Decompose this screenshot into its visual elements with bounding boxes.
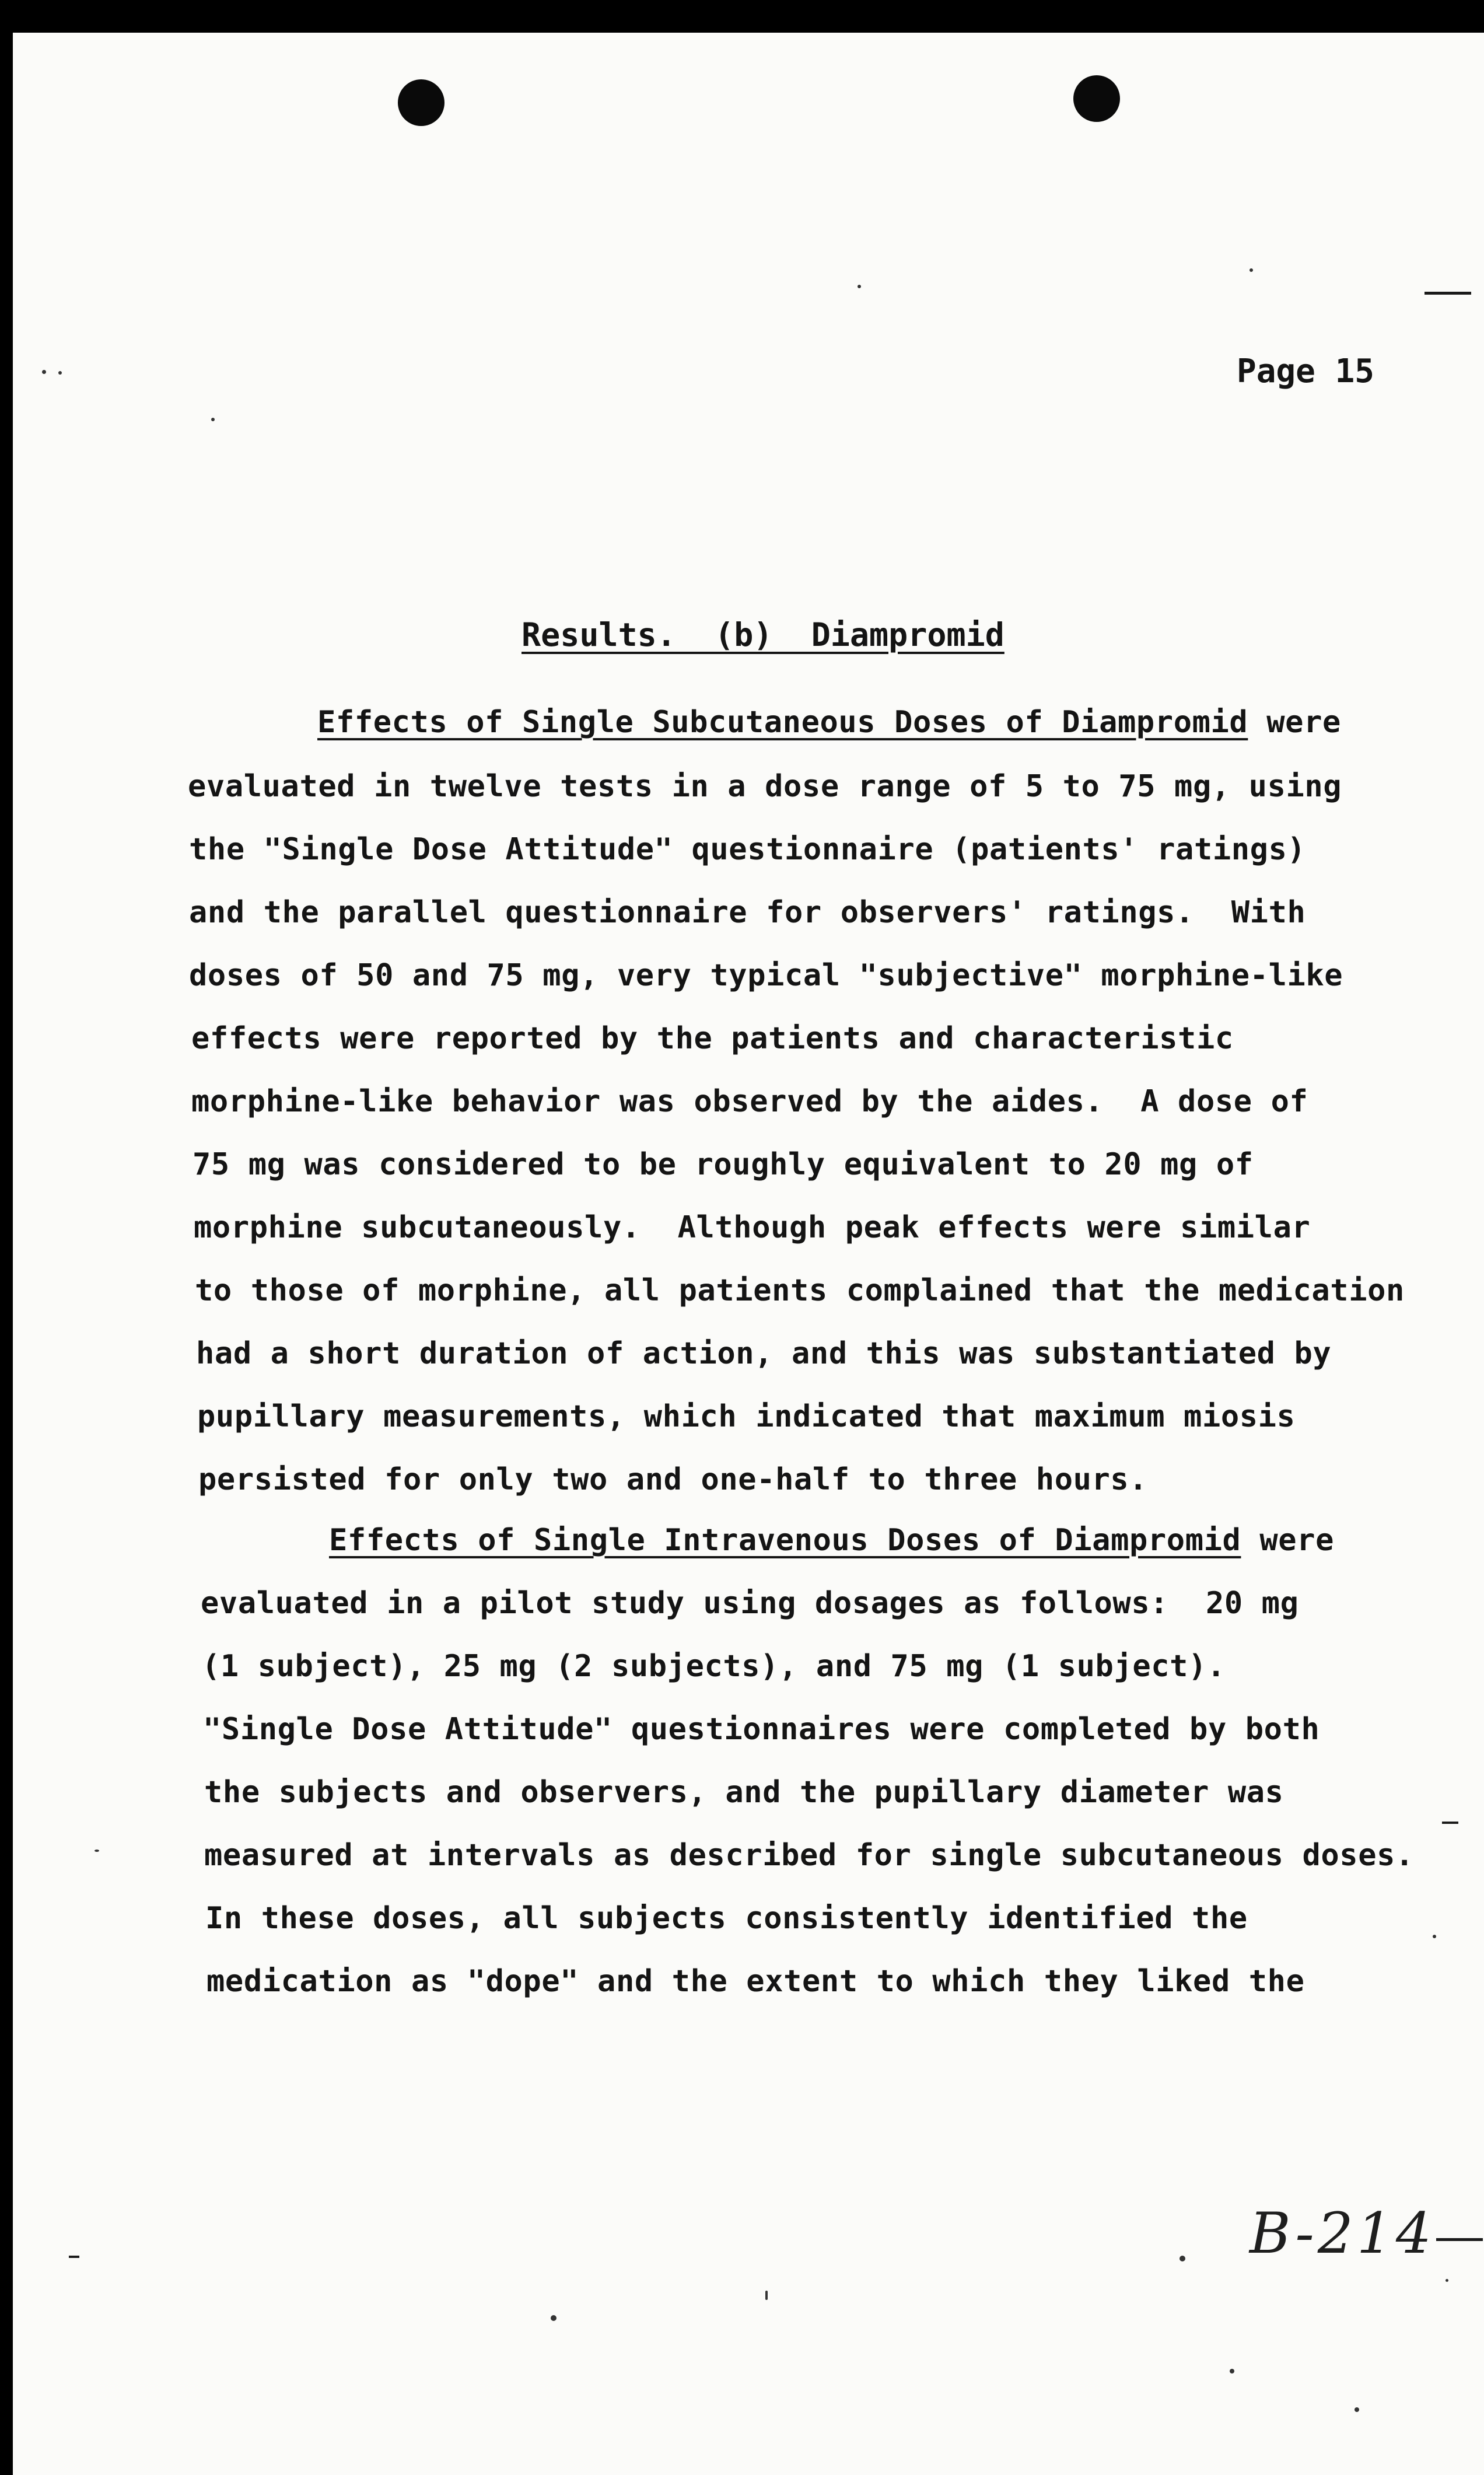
paragraph-1-subheading: Effects of Single Subcutaneous Doses of Diampromid: [317, 705, 1248, 740]
scan-speck: [765, 2291, 768, 2300]
punch-hole: [398, 79, 444, 126]
scan-speck: [1250, 268, 1253, 272]
punch-hole: [1073, 75, 1120, 122]
scan-speck: [1180, 2256, 1185, 2261]
paragraph-1-line: pupillary measurements, which indicated that maximum miosis: [197, 1399, 1296, 1434]
paragraph-1-line: morphine subcutaneously. Although peak effects were similar: [194, 1210, 1311, 1245]
scan-mark: [1436, 2238, 1483, 2241]
scan-mark: [1424, 292, 1471, 295]
paragraph-2-lead-text: were: [1241, 1523, 1334, 1558]
scan-speck: [42, 370, 46, 374]
scan-speck: [1446, 2279, 1448, 2282]
scan-speck: [58, 371, 62, 375]
paragraph-1-line: to those of morphine, all patients complained that the medication: [195, 1273, 1405, 1308]
paragraph-2-line: measured at intervals as described for single subcutaneous doses.: [204, 1838, 1414, 1873]
paragraph-1-line: 75 mg was considered to be roughly equivalent to 20 mg of: [192, 1147, 1254, 1182]
paragraph-2-line: the subjects and observers, and the pupillary diameter was: [204, 1775, 1284, 1810]
paragraph-2-line: medication as "dope" and the extent to which they liked the: [206, 1964, 1305, 1999]
paragraph-1-line: doses of 50 and 75 mg, very typical "subjective" morphine-like: [189, 958, 1343, 993]
scan-speck: [1433, 1935, 1436, 1938]
paragraph-2-line: "Single Dose Attitude" questionnaires were completed by both: [203, 1712, 1320, 1747]
page-number: Page 15: [1237, 352, 1375, 390]
scan-speck: [551, 2315, 556, 2321]
paragraph-2-subheading: Effects of Single Intravenous Doses of Diampromid: [329, 1523, 1241, 1558]
paragraph-1-line: the "Single Dose Attitude" questionnaire (patients' ratings): [189, 832, 1306, 867]
handwritten-annotation: B-214: [1250, 2201, 1435, 2266]
paragraph-1-line: effects were reported by the patients and characteristic: [191, 1021, 1234, 1056]
paragraph-1-line: persisted for only two and one-half to three hours.: [198, 1462, 1148, 1497]
paragraph-1-line: evaluated in twelve tests in a dose range of 5 to 75 mg, using: [188, 769, 1342, 804]
section-heading: Results. (b) Diampromid: [522, 616, 1005, 653]
paragraph-1-first-line: [317, 705, 1341, 740]
scan-speck: [1354, 2407, 1359, 2412]
paragraph-2-first-line: [329, 1523, 1334, 1558]
paragraph-2-line: (1 subject), 25 mg (2 subjects), and 75 mg (1 subject).: [202, 1649, 1226, 1684]
scan-mark: [1442, 1822, 1458, 1824]
paragraph-1-line: and the parallel questionnaire for observers' ratings. With: [189, 895, 1306, 930]
scan-speck: [858, 285, 861, 288]
paragraph-1-lead-text: were: [1248, 705, 1341, 740]
document-page: [13, 33, 1484, 2475]
scan-mark: [69, 2256, 79, 2258]
paragraph-2-line: evaluated in a pilot study using dosages as follows: 20 mg: [201, 1586, 1299, 1621]
paragraph-1-line: had a short duration of action, and this was substantiated by: [196, 1336, 1332, 1371]
scan-speck: [211, 418, 215, 421]
paragraph-2-line: In these doses, all subjects consistently identified the: [205, 1901, 1248, 1936]
paragraph-1-line: morphine-like behavior was observed by the aides. A dose of: [191, 1084, 1308, 1119]
scan-speck: [1230, 2369, 1234, 2373]
scan-speck: [94, 1850, 99, 1852]
